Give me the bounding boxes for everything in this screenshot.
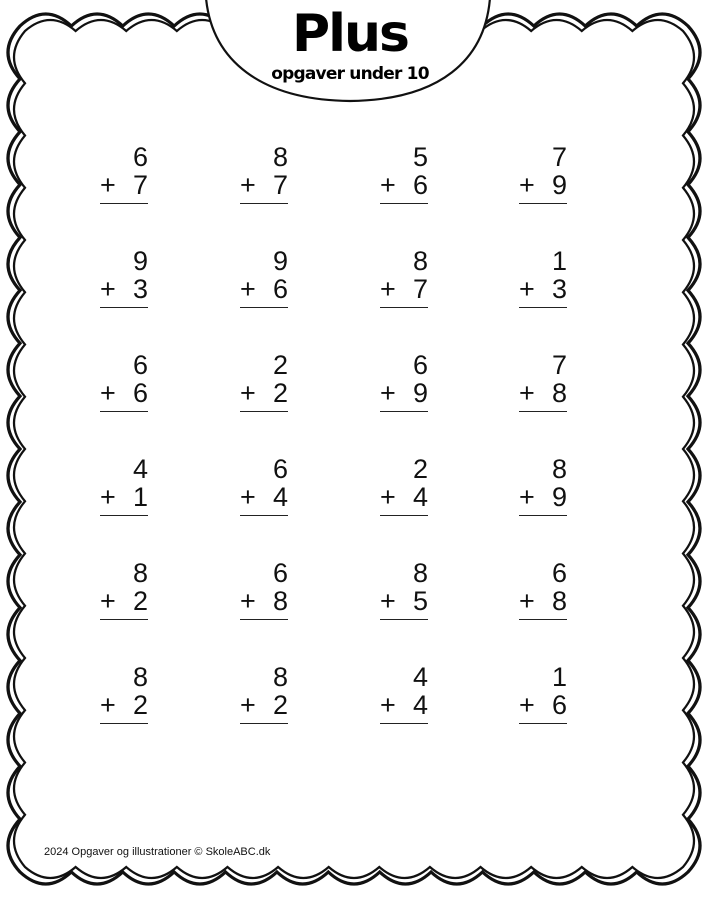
addend-bottom: 7 [272, 170, 288, 200]
plus-sign: + [380, 482, 396, 512]
answer-line [100, 515, 148, 516]
answer-line [240, 515, 288, 516]
plus-sign: + [519, 170, 535, 200]
answer-line [100, 307, 148, 308]
addend-top: 1 [551, 662, 567, 692]
addend-bottom: 9 [551, 482, 567, 512]
plus-sign: + [100, 482, 116, 512]
answer-line [240, 307, 288, 308]
plus-sign: + [100, 586, 116, 616]
addend-top: 8 [272, 142, 288, 172]
plus-sign: + [519, 586, 535, 616]
copyright-footer: 2024 Opgaver og illustrationer © SkoleABC.dk [44, 846, 271, 858]
addend-bottom: 4 [272, 482, 288, 512]
addend-top: 2 [412, 454, 428, 484]
answer-line [380, 619, 428, 620]
answer-line [380, 723, 428, 724]
answer-line [240, 411, 288, 412]
plus-sign: + [240, 274, 256, 304]
answer-line [380, 515, 428, 516]
addend-top: 7 [551, 350, 567, 380]
addend-top: 6 [132, 142, 148, 172]
addend-bottom: 9 [551, 170, 567, 200]
answer-line [519, 203, 567, 204]
addend-top: 6 [272, 454, 288, 484]
addend-bottom: 1 [132, 482, 148, 512]
answer-line [519, 515, 567, 516]
plus-sign: + [240, 586, 256, 616]
plus-sign: + [240, 690, 256, 720]
page-subtitle: opgaver under 10 [271, 64, 429, 84]
page-title: Plus [292, 4, 408, 64]
addend-bottom: 9 [412, 378, 428, 408]
plus-sign: + [380, 274, 396, 304]
addend-top: 4 [412, 662, 428, 692]
addend-bottom: 2 [132, 690, 148, 720]
plus-sign: + [519, 274, 535, 304]
addend-bottom: 8 [551, 586, 567, 616]
border-scallop-line [8, 14, 700, 884]
plus-sign: + [240, 378, 256, 408]
addend-top: 8 [412, 558, 428, 588]
addend-top: 9 [132, 246, 148, 276]
addend-bottom: 4 [412, 482, 428, 512]
addend-bottom: 8 [272, 586, 288, 616]
addend-bottom: 2 [272, 690, 288, 720]
plus-sign: + [519, 690, 535, 720]
addend-bottom: 6 [412, 170, 428, 200]
plus-sign: + [240, 170, 256, 200]
answer-line [100, 411, 148, 412]
addend-top: 8 [412, 246, 428, 276]
addend-top: 9 [272, 246, 288, 276]
plus-sign: + [100, 378, 116, 408]
addend-top: 6 [132, 350, 148, 380]
addend-bottom: 6 [132, 378, 148, 408]
answer-line [519, 723, 567, 724]
plus-sign: + [380, 690, 396, 720]
addend-top: 6 [551, 558, 567, 588]
addend-bottom: 2 [272, 378, 288, 408]
addend-top: 7 [551, 142, 567, 172]
addend-top: 4 [132, 454, 148, 484]
border-scallop-line [14, 20, 694, 878]
answer-line [519, 307, 567, 308]
addend-bottom: 3 [132, 274, 148, 304]
addend-bottom: 2 [132, 586, 148, 616]
answer-line [519, 619, 567, 620]
plus-sign: + [380, 170, 396, 200]
addend-top: 2 [272, 350, 288, 380]
answer-line [100, 203, 148, 204]
answer-line [240, 203, 288, 204]
addend-bottom: 3 [551, 274, 567, 304]
plus-sign: + [519, 482, 535, 512]
answer-line [100, 723, 148, 724]
addend-top: 6 [412, 350, 428, 380]
addend-bottom: 6 [551, 690, 567, 720]
answer-line [519, 411, 567, 412]
plus-sign: + [519, 378, 535, 408]
addend-bottom: 7 [132, 170, 148, 200]
answer-line [240, 723, 288, 724]
addend-bottom: 6 [272, 274, 288, 304]
addend-top: 1 [551, 246, 567, 276]
addend-top: 8 [272, 662, 288, 692]
answer-line [100, 619, 148, 620]
plus-sign: + [100, 690, 116, 720]
addend-top: 8 [132, 558, 148, 588]
addend-top: 8 [132, 662, 148, 692]
plus-sign: + [380, 586, 396, 616]
addend-bottom: 4 [412, 690, 428, 720]
answer-line [380, 411, 428, 412]
addend-bottom: 8 [551, 378, 567, 408]
addend-top: 5 [412, 142, 428, 172]
plus-sign: + [100, 170, 116, 200]
addend-top: 8 [551, 454, 567, 484]
answer-line [380, 203, 428, 204]
addend-bottom: 5 [412, 586, 428, 616]
plus-sign: + [240, 482, 256, 512]
answer-line [380, 307, 428, 308]
answer-line [240, 619, 288, 620]
addend-bottom: 7 [412, 274, 428, 304]
plus-sign: + [100, 274, 116, 304]
addend-top: 6 [272, 558, 288, 588]
plus-sign: + [380, 378, 396, 408]
